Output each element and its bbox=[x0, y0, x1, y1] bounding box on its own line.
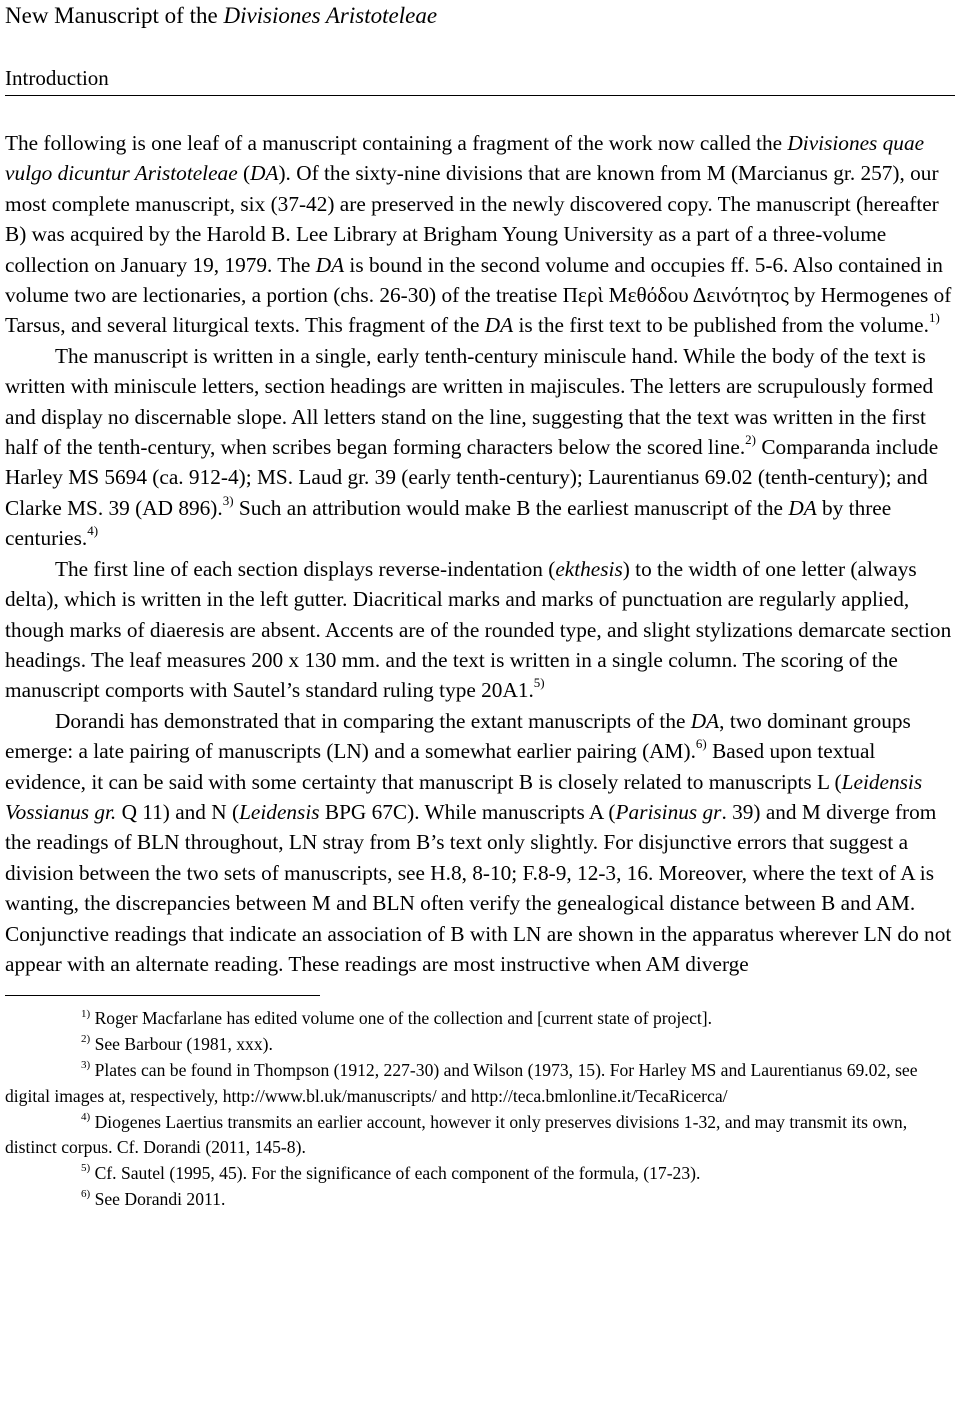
text-run: The following is one leaf of a manuscript containing a fragment of the work now called the bbox=[5, 131, 788, 155]
body-text bbox=[5, 128, 955, 979]
footnote-text: Plates can be found in Thompson (1912, 227-30) and Wilson (1973, 15). For Harley MS and Laurentianus 69.02, see digital images at, respectively, http://www.bl.uk/manuscripts/ and http://teca.bmlonline.it/TecaRicerca/ bbox=[5, 1059, 918, 1106]
text-run: ( bbox=[237, 161, 251, 186]
footnote-mark: 2) bbox=[81, 1033, 91, 1046]
text-run: , two dominant groups emerge: a late pairing of manuscripts (LN) and a somewhat earlier pairing (AM). bbox=[5, 708, 911, 764]
italic-text: DA bbox=[250, 161, 279, 186]
body-paragraph bbox=[5, 554, 955, 706]
document-page bbox=[5, 0, 955, 1213]
text-run: Dorandi has demonstrated that in comparing the extant manuscripts of the bbox=[55, 708, 691, 733]
italic-text: DA bbox=[788, 495, 817, 520]
body-paragraph bbox=[5, 128, 955, 341]
italic-text: DA bbox=[690, 708, 720, 733]
footnote-reference: 5) bbox=[533, 675, 545, 691]
text-run: is bound in the second volume and occupies ff. 5-6. Also contained in volume two are lectionaries, a portion (chs. 26-30) of the treatise Περὶ Μεθόδου Δεινότητος by Hermogenes of Tarsus, and several liturgical texts. This fragment of the bbox=[5, 252, 952, 338]
footnote-reference: 2) bbox=[745, 431, 757, 447]
text-run: Such an attribution would make B the earliest manuscript of the bbox=[233, 495, 789, 520]
footnote-mark: 5) bbox=[81, 1162, 91, 1175]
text-run: ) to the width of one letter (always delta), which is written in the left gutter. Diacritical marks and marks of punctuation are regularly applied, though marks of diaeresis are absent. Accents are of the rounded type, and slight stylizations demarcate section headings. The leaf measures 200 x 130 mm. and the text is written in a single column. The scoring of the manuscript comports with Sautel’s standard ruling type 20A1. bbox=[5, 556, 952, 703]
body-paragraph bbox=[5, 341, 955, 554]
italic-text: DA bbox=[315, 252, 345, 277]
italic-text: Parisinus gr bbox=[615, 799, 722, 824]
footnote-reference: 1) bbox=[928, 310, 940, 326]
footnote-item bbox=[5, 1058, 955, 1110]
text-run: by three centuries. bbox=[5, 495, 892, 551]
footnote-divider bbox=[5, 995, 320, 996]
document-title-italic: Divisiones Aristoteleae bbox=[223, 3, 438, 28]
footnote-text: Cf. Sautel (1995, 45). For the significance of each component of the formula, (17-23). bbox=[90, 1163, 701, 1184]
italic-text: DA bbox=[484, 313, 514, 338]
text-run: is the first text to be published from the volume. bbox=[513, 313, 929, 338]
footnote-text: Roger Macfarlane has edited volume one of the collection and [current state of project]. bbox=[90, 1008, 713, 1029]
footnote-text: See Barbour (1981, xxx). bbox=[90, 1034, 273, 1055]
footnote-item bbox=[5, 1032, 955, 1058]
footnote-mark: 1) bbox=[81, 1007, 91, 1020]
footnote-item bbox=[5, 1161, 955, 1187]
text-run: The manuscript is written in a single, early tenth-century miniscule hand. While the body of the text is written with miniscule letters, section headings are written in majiscules. The letters are scrupulously formed and display no discernable slope. All letters stand on the line, suggesting that the text was written in the first half of the tenth-century, when scribes began forming characters below the scored line. bbox=[5, 343, 934, 460]
body-paragraph bbox=[5, 706, 955, 980]
italic-text: ekthesis bbox=[555, 556, 623, 581]
footnote-mark: 4) bbox=[81, 1110, 91, 1123]
text-run: Based upon textual evidence, it can be said with some certainty that manuscript B is closely related to manuscripts L ( bbox=[5, 739, 876, 794]
document-title-plain: New Manuscript of the bbox=[5, 3, 224, 28]
italic-text: Divisiones quae vulgo dicuntur Aristoteleae bbox=[5, 131, 925, 186]
footnote-mark: 3) bbox=[81, 1059, 91, 1072]
footnote-reference: 6) bbox=[695, 736, 707, 752]
italic-text: Leidensis bbox=[239, 799, 320, 824]
section-heading-introduction: Introduction bbox=[5, 64, 955, 96]
footnote-reference: 4) bbox=[87, 523, 99, 539]
footnote-reference: 3) bbox=[222, 492, 234, 508]
footnote-item bbox=[5, 1006, 955, 1032]
text-run: Comparanda include Harley MS 5694 (ca. 912-4); MS. Laud gr. 39 (early tenth-century); Laurentianus 69.02 (tenth-century); and Clarke MS. 39 (AD 896). bbox=[5, 435, 939, 520]
footnote-mark: 6) bbox=[81, 1188, 91, 1201]
document-title bbox=[5, 0, 955, 31]
footnote-text: See Dorandi 2011. bbox=[90, 1188, 226, 1209]
text-run: BPG 67C). While manuscripts A ( bbox=[319, 799, 616, 824]
footnotes bbox=[5, 1006, 955, 1212]
footnote-item bbox=[5, 1110, 955, 1162]
footnote-item bbox=[5, 1187, 955, 1213]
text-run: ). Of the sixty-nine divisions that are known from M (Marcianus gr. 257), our most complete manuscript, six (37-42) are preserved in the newly discovered copy. The manuscript (hereafter B) was acquired by the Harold B. Lee Library at Brigham Young University as a part of a three-volume collection on January 19, 1979. The bbox=[5, 161, 939, 277]
italic-text: Leidensis Vossianus gr. bbox=[5, 769, 923, 824]
text-run: The first line of each section displays reverse-indentation ( bbox=[55, 556, 556, 581]
text-run: . 39) and M diverge from the readings of BLN throughout, LN stray from B’s text only slightly. For disjunctive errors that suggest a division between the two sets of manuscripts, see H.8, 8-10; F.8-9, 12-3, 16. Moreover, where the text of A is wanting, the discrepancies between M and BLN often verify the genealogical distance between B and AM. Conjunctive readings that indicate an association of B with LN are shown in the apparatus wherever LN do not appear with an alternate reading. These readings are most instructive when AM diverge bbox=[5, 799, 952, 976]
footnote-text: Diogenes Laertius transmits an earlier account, however it only preserves divisions 1-32, and may transmit its own, distinct corpus. Cf. Dorandi (2011, 145-8). bbox=[5, 1111, 908, 1158]
text-run: Q 11) and N ( bbox=[116, 799, 240, 824]
